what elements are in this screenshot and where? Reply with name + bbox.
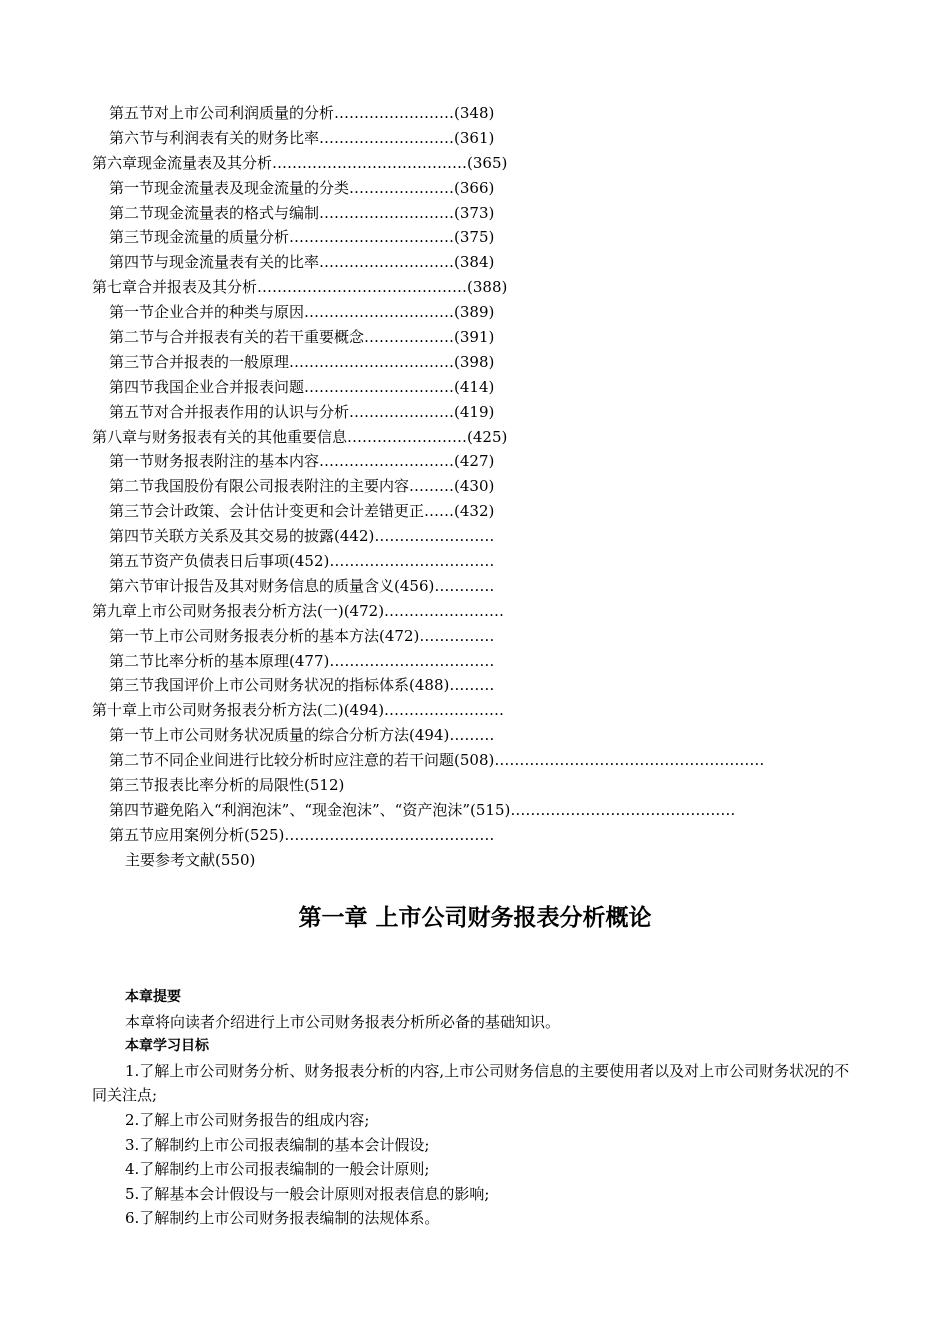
summary-heading: 本章提要: [125, 989, 181, 1005]
objectives-heading: 本章学习目标: [125, 1038, 209, 1055]
toc-chapter-entry: 第十章上市公司财务报表分析方法(二)(494)……………………: [92, 701, 505, 720]
toc-entry: 第二节比率分析的基本原理(477)……………………………: [109, 651, 495, 670]
toc-entry: 第五节资产负债表日后事项(452)……………………………: [109, 552, 495, 571]
objective-item: 1.了解上市公司财务分析、财务报表分析的内容,上市公司财务信息的主要使用者以及对上市公司财务状况的不同关注点;: [92, 1061, 850, 1105]
toc-entry: 第六节与利润表有关的财务比率………………………(361): [109, 128, 495, 147]
toc-entry: 第五节对上市公司利润质量的分析……………………(348): [109, 104, 495, 122]
toc-entry: 第四节关联方关系及其交易的披露(442)……………………: [109, 527, 495, 546]
toc-entry: 第二节我国股份有限公司报表附注的主要内容………(430): [109, 477, 495, 496]
toc-entry: 第五节对合并报表作用的认识与分析…………………(419): [109, 402, 495, 421]
objective-item: 6.了解制约上市公司财务报表编制的法规体系。: [125, 1209, 440, 1228]
toc-references-entry: 主要参考文献(550): [125, 850, 256, 869]
toc-entry: 第一节财务报表附注的基本内容………………………(427): [109, 452, 495, 471]
toc-entry: 第一节企业合并的种类与原因…………………………(389): [109, 303, 495, 322]
toc-entry: 第二节现金流量表的格式与编制………………………(373): [109, 203, 495, 222]
toc-entry: 第一节现金流量表及现金流量的分类…………………(366): [109, 178, 495, 197]
toc-entry: 第二节不同企业间进行比较分析时应注意的若干问题(508)………………………………………………: [109, 751, 765, 770]
toc-entry: 第四节避免陷入“利润泡沫”、“现金泡沫”、“资产泡沫”(515)………………………………………: [109, 800, 736, 819]
toc-entry: 第四节与现金流量表有关的比率………………………(384): [109, 253, 495, 272]
toc-chapter-entry: 第八章与财务报表有关的其他重要信息……………………(425): [92, 427, 508, 446]
objective-item: 2.了解上市公司财务报告的组成内容;: [125, 1110, 370, 1129]
chapter-intro: [92, 985, 862, 1231]
objective-item: 3.了解制约上市公司报表编制的基本会计假设;: [125, 1135, 430, 1154]
summary-text: 本章将向读者介绍进行上市公司财务报表分析所必备的基础知识。: [125, 1012, 561, 1031]
chapter-title: 第一章 上市公司财务报表分析概论: [298, 905, 652, 931]
toc-entry: 第三节我国评价上市公司财务状况的指标体系(488)………: [109, 676, 495, 695]
toc-entry: 第五节应用案例分析(525)……………………………………: [109, 825, 495, 844]
toc-entry: 第六节审计报告及其对财务信息的质量含义(456)…………: [109, 576, 495, 595]
toc-chapter-entry: 第九章上市公司财务报表分析方法(一)(472)……………………: [92, 601, 505, 620]
toc-entry: 第三节合并报表的一般原理……………………………(398): [109, 352, 495, 371]
toc-entry: 第三节报表比率分析的局限性(512): [109, 776, 345, 795]
toc-entry: 第三节会计政策、会计估计变更和会计差错更正……(432): [109, 502, 495, 521]
toc-chapter-entry: 第七章合并报表及其分析……………………………………(388): [92, 278, 508, 297]
toc-entry: 第二节与合并报表有关的若干重要概念………………(391): [109, 328, 495, 347]
toc-chapter-entry: 第六章现金流量表及其分析…………………………………(365): [92, 153, 508, 172]
toc-entry: 第一节上市公司财务状况质量的综合分析方法(494)………: [109, 726, 495, 745]
objective-item: 5.了解基本会计假设与一般会计原则对报表信息的影响;: [125, 1184, 490, 1203]
toc-entry: 第三节现金流量的质量分析……………………………(375): [109, 228, 495, 247]
toc-entry: 第一节上市公司财务报表分析的基本方法(472)……………: [109, 626, 495, 645]
objective-item: 4.了解制约上市公司报表编制的一般会计原则;: [125, 1160, 430, 1179]
table-of-contents: [92, 101, 892, 873]
toc-entry: 第四节我国企业合并报表问题…………………………(414): [109, 377, 495, 396]
